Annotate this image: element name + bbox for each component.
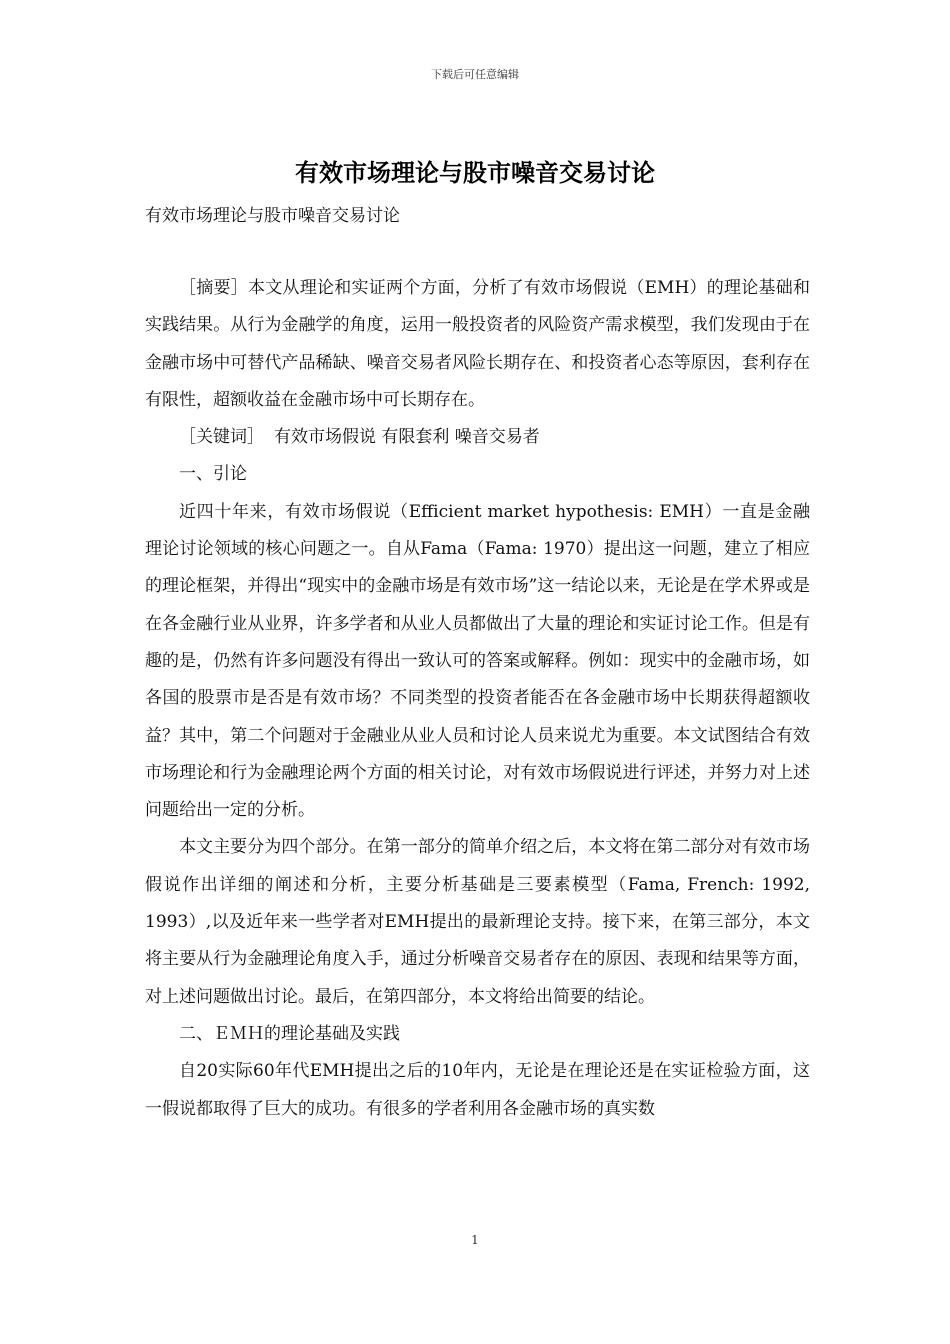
section-2-paragraph-1: 自20实际60年代EMH提出之后的10年内，无论是在理论还是在实证检验方面，这一假说都取得了巨大的成功。有很多的学者利用各金融市场的真实数 — [145, 1061, 810, 1119]
section-1-paragraph-1: 近四十年来，有效市场假说（Efficient market hypothesis: EMH）一直是金融理论讨论领域的核心问题之一。自从Fama（Fama: 1970）提出这一问题，建立了相应的理论框架，并得出“现实中的金融市场是有效市场”这一结论以来，无论是在学术界或是在各金融行业从业界，许多学者和从业人员都做出了大量的理论和实证讨论工作。但是有趣的是，仍然有许多问题没有得出一致认可的答案或解释。例如：现实中的金融市场，如各国的股票市是否是有效市场？不同类型的投资者能否在各金融市场中长期获得超额收益？其中，第二个问题对于金融业从业人员和讨论人员来说尤为重要。本文试图结合有效市场理论和行为金融理论两个方面的相关讨论，对有效市场假说进行评述，并努力对上述问题给出一定的分析。 — [145, 501, 810, 821]
document-subtitle: 有效市场理论与股市噪音交易讨论 — [145, 206, 400, 226]
document-title: 有效市场理论与股市噪音交易讨论 — [295, 159, 655, 187]
page-number: 1 — [471, 1233, 479, 1247]
keywords-text: 有效市场假说 有限套利 噪音交易者 — [274, 427, 540, 448]
section-2-heading: 二、ＥＭＨ的理论基础及实践 — [179, 1023, 400, 1044]
document-body — [145, 270, 810, 1128]
page-header: 下载后可任意编辑 — [431, 68, 519, 81]
section-1-heading: 一、引论 — [179, 464, 247, 485]
keywords-label: ［关键词］ — [179, 427, 264, 448]
keywords-line — [145, 419, 810, 456]
section-1-paragraph-2: 本文主要分为四个部分。在第一部分的简单介绍之后，本文将在第二部分对有效市场假说作出详细的阐述和分析，主要分析基础是三要素模型（Fama, French: 1992, 1993）,以及近年来一些学者对EMH提出的最新理论支持。接下来，在第三部分，本文将主要从行为金融理论角度入手，通过分析噪音交易者存在的原因、表现和结果等方面，对上述问题做出讨论。最后，在第四部分，本文将给出简要的结论。 — [145, 837, 810, 1007]
abstract-paragraph: ［摘要］本文从理论和实证两个方面，分析了有效市场假说（EMH）的理论基础和实践结果。从行为金融学的角度，运用一般投资者的风险资产需求模型，我们发现由于在金融市场中可替代产品稀缺、噪音交易者风险长期存在、和投资者心态等原因，套利存在有限性，超额收益在金融市场中可长期存在。 — [145, 278, 810, 410]
